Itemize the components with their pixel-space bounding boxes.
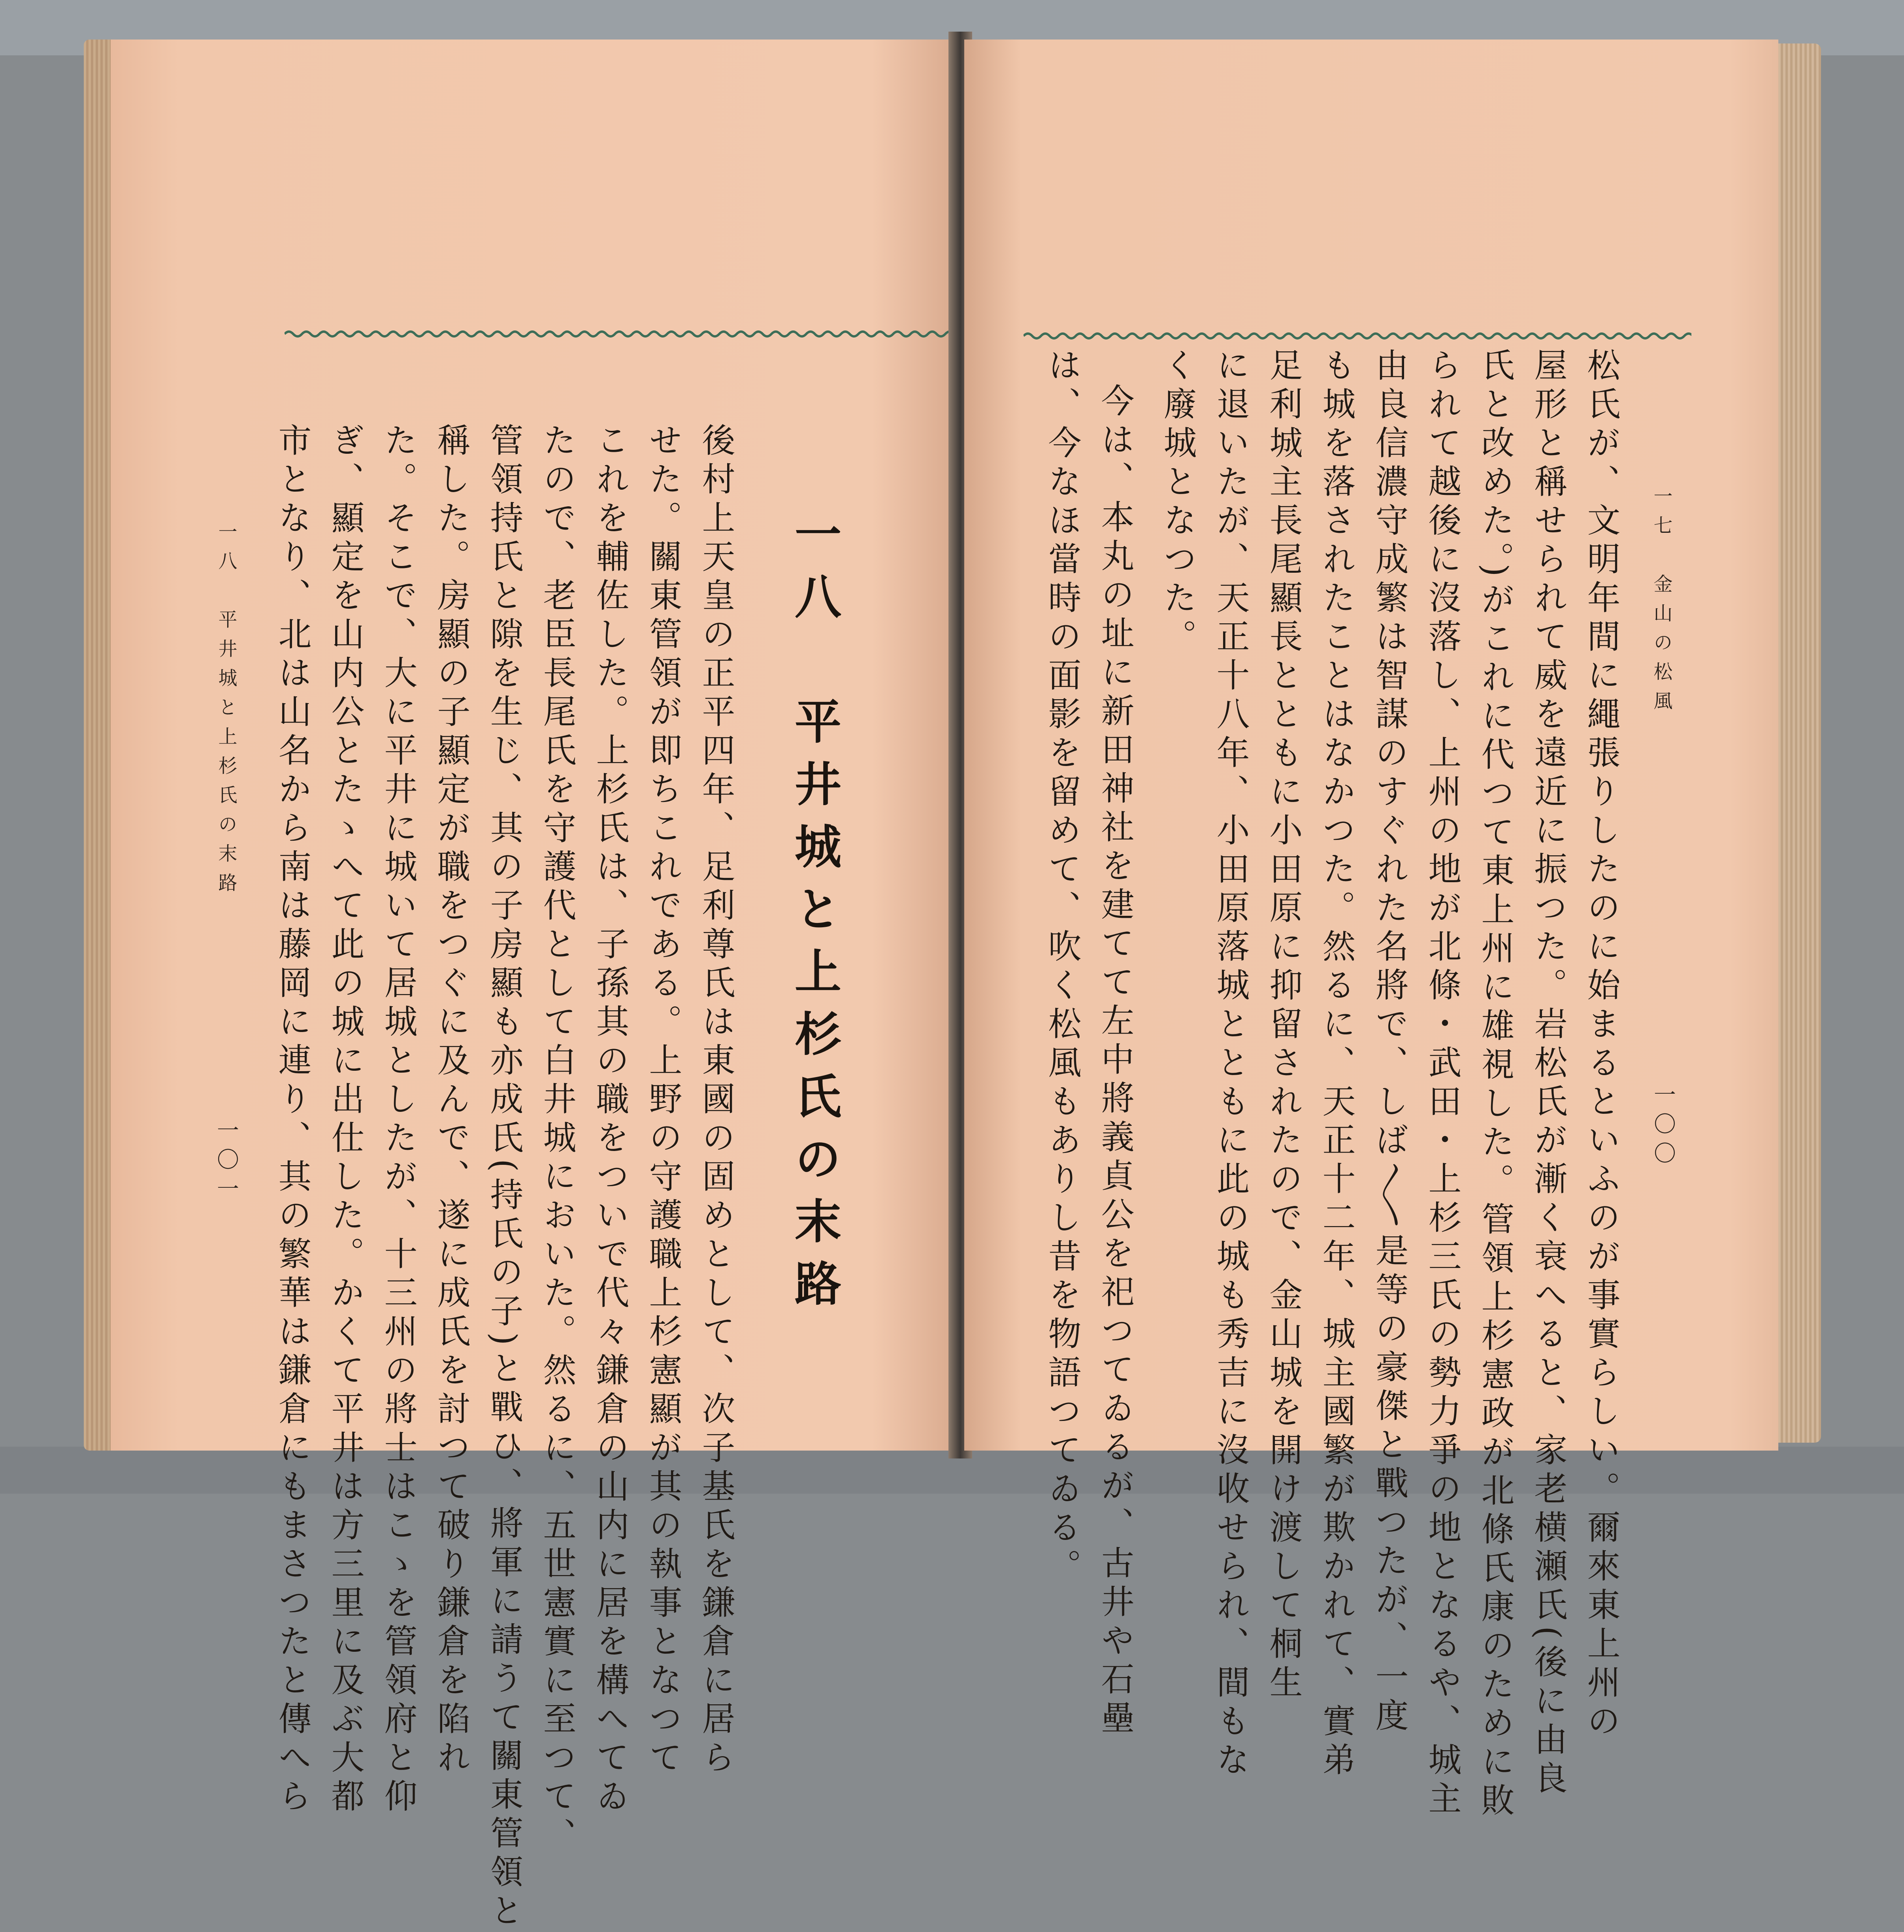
body-column: 由良信濃守成繁は智謀のすぐれた名將で、しば〳〵是等の豪傑と戰つたが、一度 bbox=[1370, 348, 1409, 1737]
decorative-wave-rule bbox=[1024, 330, 1691, 342]
running-head: 一八 平井城と上杉氏の末路 bbox=[215, 522, 237, 902]
body-column: 松氏が、文明年間に繩張りしたのに始まるといふのが事實らしい。爾來東上州の bbox=[1582, 348, 1621, 1742]
body-column: 屋形と稱せられて威を遠近に振つた。岩松氏が漸く衰へると、家老横瀬氏(後に由良 bbox=[1529, 348, 1568, 1800]
body-column: 後村上天皇の正平四年、足利尊氏は東國の固めとして、次子基氏を鎌倉に居ら bbox=[697, 423, 735, 1779]
body-column: は、今なほ當時の面影を留めて、吹く松風もありし昔を物語つてゐる。 bbox=[1043, 348, 1082, 1587]
left-page bbox=[111, 40, 956, 1932]
body-column: ぎ、顯定を山内公とたゝへて此の城に出仕した。かくて平井は方三里に及ぶ大都 bbox=[326, 423, 365, 1817]
right-page-edges bbox=[1774, 43, 1821, 1443]
body-column: 管領持氏と隙を生じ、其の子房顯も亦成氏(持氏の子)と戰ひ、將軍に請うて關東管領と bbox=[485, 423, 524, 1932]
decorative-wave-rule bbox=[285, 328, 980, 340]
page-number: 一〇〇 bbox=[1650, 1083, 1676, 1171]
body-column: 稱した。房顯の子顯定が職をつぐに及んで、遂に成氏を討つて破り鎌倉を陷れ bbox=[432, 423, 471, 1779]
body-column: た。そこで、大に平井に城いて居城としたが、十三州の將士はこゝを管領府と仰 bbox=[379, 423, 418, 1817]
body-column: たので、老臣長尾氏を守護代として白井城においた。然るに、五世憲實に至つて、 bbox=[538, 423, 577, 1856]
body-column: 氏と改めた。)がこれに代つて東上州に雄視した。管領上杉憲政が北條氏康のために敗 bbox=[1476, 348, 1515, 1822]
body-column: 今は、本丸の址に新田神社を建てて左中將義貞公を祀つてゐるが、古井や石壘 bbox=[1096, 383, 1135, 1739]
body-column: られて越後に沒落し、上州の地が北條・武田・上杉三氏の勢力爭の地となるや、城主 bbox=[1423, 348, 1462, 1820]
body-column: も城を落されたことはなかつた。然るに、天正十二年、城主國繁が欺かれて、實弟 bbox=[1317, 348, 1356, 1781]
body-column: く廢城となつた。 bbox=[1158, 348, 1197, 658]
body-column: これを輔佐した。上杉氏は、子孫其の職をついで代々鎌倉の山内に居を構へてゐ bbox=[591, 423, 630, 1817]
right-page bbox=[964, 40, 1778, 1822]
body-column: 足利城主長尾顯長とともに小田原に抑留されたので、金山城を開け渡して桐生 bbox=[1264, 348, 1303, 1704]
body-column: に退いたが、天正十八年、小田原落城とともに此の城も秀吉に沒收せられ、間もな bbox=[1211, 348, 1250, 1781]
body-column: 市となり、北は山名から南は藤岡に連り、其の繁華は鎌倉にもまさつたと傳へら bbox=[273, 423, 312, 1817]
chapter-title: 一八 平井城と上杉氏の末路 bbox=[787, 510, 842, 1322]
page-number: 一〇一 bbox=[213, 1119, 239, 1206]
body-column: せた。關東管領が即ちこれである。上野の守護職上杉憲顯が其の執事となつて bbox=[644, 423, 682, 1779]
running-head: 一七 金山の松風 bbox=[1650, 486, 1672, 720]
